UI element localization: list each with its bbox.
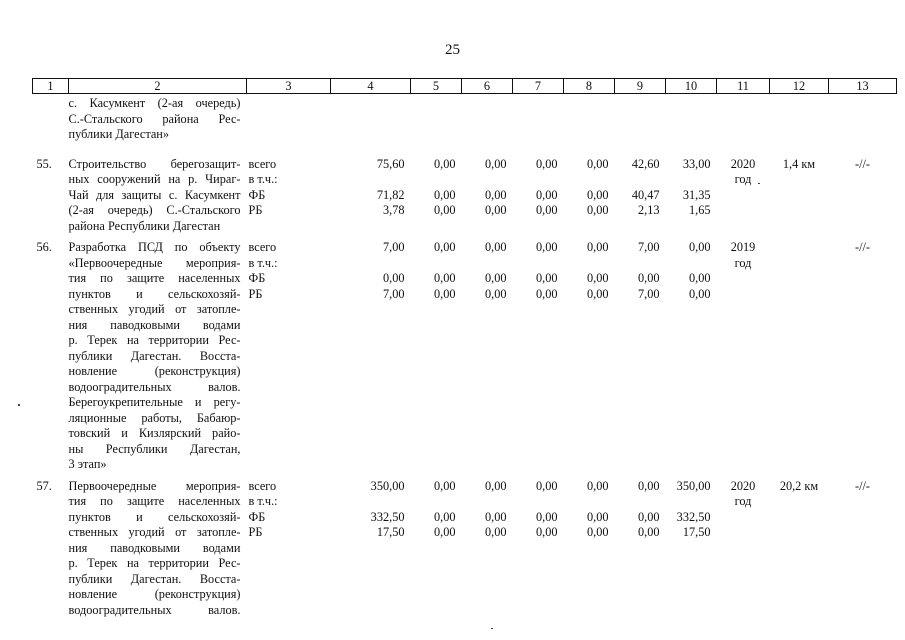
scan-speck [18, 404, 20, 406]
text-line: р. Терек на территории Рес- [68, 556, 241, 570]
year-cell: 2020 год [730, 478, 756, 508]
text-line: «Первоочередные мероприя- [68, 255, 241, 270]
header-cell: 7 [513, 79, 564, 94]
row-number: 56. [36, 240, 52, 254]
continuation-row [33, 94, 897, 143]
text-line: ственных угодий от затопле- [68, 302, 241, 316]
header-cell: 10 [666, 79, 717, 94]
col5-values: 0,00 0,00 0,00 [433, 240, 456, 301]
text-line: 3 этап» [68, 457, 107, 471]
text-line: публики Дагестан. Восста- [68, 348, 241, 363]
table-row [33, 157, 897, 235]
header-cell: 13 [829, 79, 897, 94]
funding-labels [247, 479, 331, 619]
col9-values: 7,00 0,00 7,00 [637, 240, 660, 301]
label-rb: РБ [248, 286, 263, 301]
col5-values: 0,00 0,00 0,00 [433, 478, 456, 539]
col7-values: 0,00 0,00 0,00 [535, 156, 558, 217]
label-fb: ФБ [248, 271, 266, 285]
header-cell: 2 [69, 79, 247, 94]
object-description [69, 157, 247, 235]
text-line: ственных угодий от затопле- [68, 525, 241, 539]
text-line: ния паводковыми водами [68, 540, 241, 555]
row-number: 55. [36, 156, 52, 171]
text-line: Разработка ПСД по объекту [68, 240, 241, 254]
text-line: ния паводковыми водами [68, 317, 241, 332]
text-line: Первоочередные мероприя- [68, 478, 241, 493]
label-rb: РБ [248, 203, 263, 217]
header-cell: 3 [247, 79, 331, 94]
ditto-mark: -//- [854, 240, 871, 254]
col6-values: 0,00 0,00 0,00 [484, 240, 507, 301]
text-line: с. Касумкент (2-ая очередь) [68, 96, 241, 110]
col8-values: 0,00 0,00 0,00 [586, 156, 609, 217]
text-line: новление (реконструкция) [68, 587, 241, 601]
text-line: ляционные работы, Бабаюр- [68, 410, 241, 425]
col10-values: 350,00 332,50 17,50 [676, 478, 711, 539]
text-line: публики Дагестан. Восста- [68, 571, 241, 586]
col9-values: 42,60 40,47 2,13 [631, 156, 660, 217]
label-fb: ФБ [248, 187, 266, 202]
col4-values: 350,00 332,50 17,50 [370, 478, 405, 539]
header-cell: 5 [411, 79, 462, 94]
col10-values: 33,00 31,35 1,65 [682, 156, 711, 217]
col9-values: 0,00 0,00 0,00 [637, 478, 660, 539]
table-row [33, 240, 897, 473]
text-line: тия по защите населенных [68, 271, 241, 285]
length-cell: 20,2 км [779, 478, 819, 493]
text-line: товский и Кизлярский райо- [68, 426, 241, 440]
col4-values: 7,00 0,00 7,00 [382, 240, 405, 301]
header-cell: 1 [33, 79, 69, 94]
year-cell: 2019 год [730, 240, 756, 270]
length-cell: 1,4 км [782, 156, 816, 171]
object-description [69, 240, 247, 473]
text-line: Берегоукрепительные и регу- [68, 395, 241, 409]
text-line: (2-ая очередь) С.-Стальского [68, 203, 241, 217]
scan-speck [758, 183, 760, 184]
text-line: ны Республики Дагестан, [68, 441, 241, 456]
text-line: С.-Стальского района Рес- [68, 111, 241, 126]
col6-values: 0,00 0,00 0,00 [484, 156, 507, 217]
year-cell: 2020 год [730, 156, 756, 186]
text-line: района Республики Дагестан [68, 218, 221, 233]
label-fb: ФБ [248, 509, 266, 524]
text-line: водооградительных валов. [68, 379, 241, 394]
col10-values: 0,00 0,00 0,00 [688, 240, 711, 301]
header-cell: 8 [564, 79, 615, 94]
header-cell: 6 [462, 79, 513, 94]
text-line: Чай для защиты с. Касумкент [68, 187, 241, 202]
ditto-mark: -//- [854, 478, 871, 493]
program-table [32, 78, 897, 618]
funding-labels [247, 240, 331, 473]
text-line: пунктов и сельскохозяй- [68, 509, 241, 524]
ditto-mark: -//- [854, 156, 871, 171]
header-cell: 11 [717, 79, 770, 94]
text-line: Строительство берегозащит- [68, 156, 241, 171]
col7-values: 0,00 0,00 0,00 [535, 240, 558, 301]
row-number: 57. [36, 478, 52, 493]
page-number: 25 [445, 42, 460, 58]
label-total: всего [248, 240, 277, 254]
header-cell: 4 [331, 79, 411, 94]
table-row [33, 479, 897, 619]
header-cell: 9 [615, 79, 666, 94]
col8-values: 0,00 0,00 0,00 [586, 478, 609, 539]
length-cell [770, 240, 829, 473]
funding-labels [247, 157, 331, 235]
col6-values: 0,00 0,00 0,00 [484, 478, 507, 539]
label-incl: в т.ч.: [248, 172, 278, 186]
header-row [33, 79, 897, 94]
label-total: всего [248, 156, 277, 171]
continuation-text [69, 94, 247, 143]
text-line: пунктов и сельскохозяй- [68, 286, 241, 301]
col4-values: 75,60 71,82 3,78 [376, 156, 405, 217]
text-line: р. Терек на территории Рес- [68, 333, 241, 347]
col8-values: 0,00 0,00 0,00 [586, 240, 609, 301]
text-line: новление (реконструкция) [68, 364, 241, 378]
header-cell: 12 [770, 79, 829, 94]
object-description [69, 479, 247, 619]
label-incl: в т.ч.: [248, 494, 278, 508]
col5-values: 0,00 0,00 0,00 [433, 156, 456, 217]
text-line: публики Дагестан» [68, 127, 170, 141]
label-total: всего [248, 478, 277, 493]
label-incl: в т.ч.: [248, 255, 278, 270]
text-line: водооградительных валов. [68, 602, 241, 617]
text-line: ных сооружений на р. Чираг- [68, 172, 241, 186]
col7-values: 0,00 0,00 0,00 [535, 478, 558, 539]
label-rb: РБ [248, 525, 263, 539]
text-line: тия по защите населенных [68, 494, 241, 508]
scan-speck [491, 628, 493, 629]
